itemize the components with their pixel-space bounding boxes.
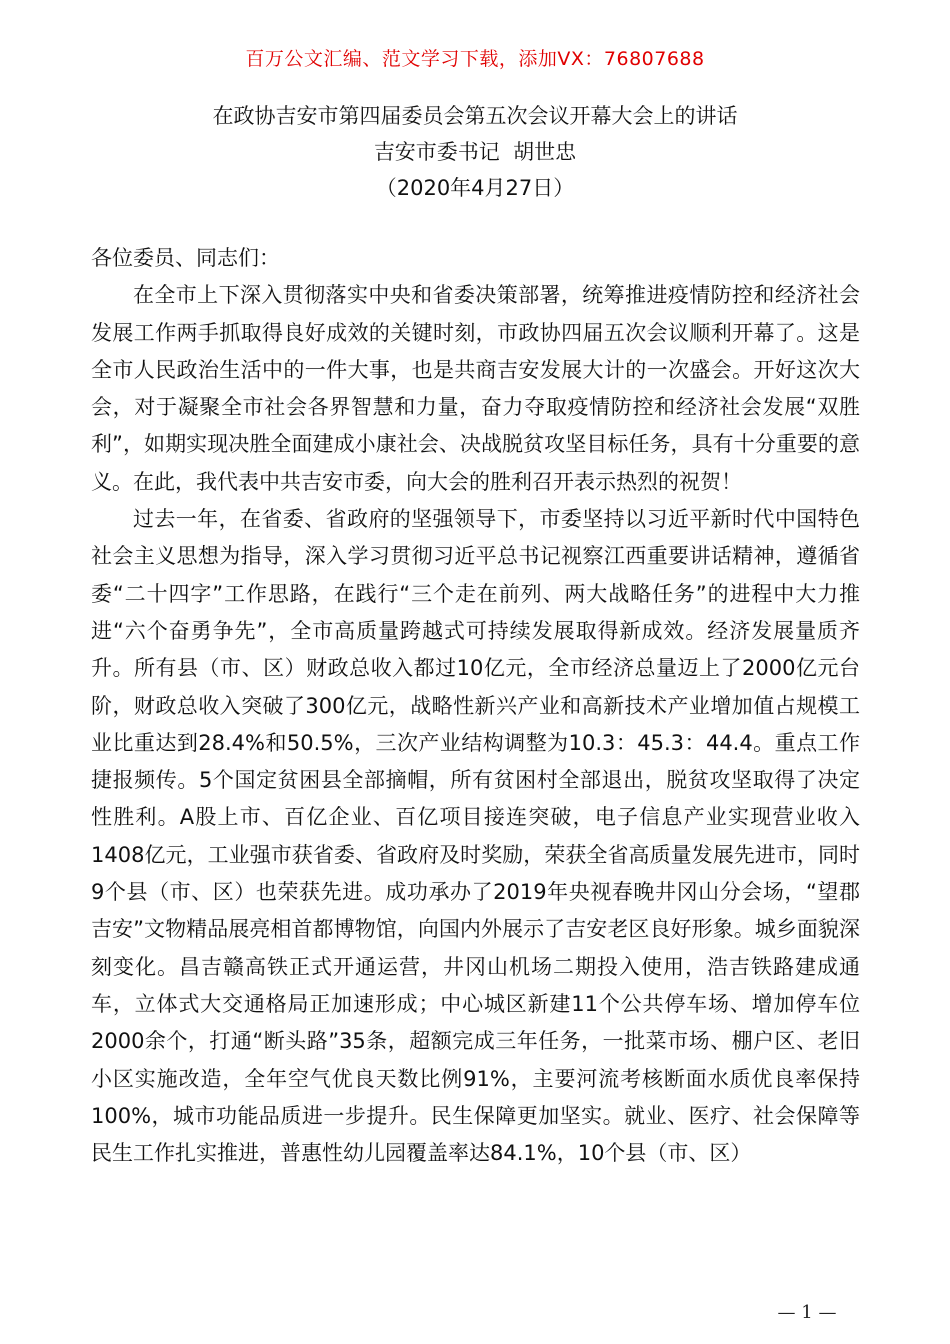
speech-title: 在政协吉安市第四届委员会第五次会议开幕大会上的讲话: [212, 104, 738, 128]
speech-body: [91, 240, 860, 1172]
promo-banner: 百万公文汇编、范文学习下载，添加VX：76807688: [245, 48, 705, 70]
speech-date: （2020年4月27日）: [375, 176, 575, 200]
paragraph-1: 在全市上下深入贯彻落实中央和省委决策部署，统筹推进疫情防控和经济社会发展工作两手抓取得良好成效的关键时刻，市政协四届五次会议顺利开幕了。这是全市人民政治生活中的一件大事，也是共商吉安发展大计的一次盛会。开好这次大会，对于凝聚全市社会各界智慧和力量，奋力夺取疫情防控和经济社会发展“双胜利”，如期实现决胜全面建成小康社会、决战脱贫攻坚目标任务，具有十分重要的意义。在此，我代表中共吉安市委，向大会的胜利召开表示热烈的祝贺！: [91, 283, 860, 494]
paragraph-2: 过去一年，在省委、省政府的坚强领导下，市委坚持以习近平新时代中国特色社会主义思想为指导，深入学习贯彻习近平总书记视察江西重要讲话精神，遵循省委“二十四字”工作思路，在践行“三个走在前列、两大战略任务”的进程中大力推进“六个奋勇争先”，全市高质量跨越式可持续发展取得新成效。经济发展量质齐升。所有县（市、区）财政总收入都过10亿元，全市经济总量迈上了2000亿元台阶，财政总收入突破了300亿元，战略性新兴产业和高新技术产业增加值占规模工业比重达到28.4%和50.5%，三次产业结构调整为10.3：45.3：44.4。重点工作捷报频传。5个国定贫困县全部摘帽，所有贫困村全部退出，脱贫攻坚取得了决定性胜利。A股上市、百亿企业、百亿项目接连突破，电子信息产业实现营业收入1408亿元，工业强市获省委、省政府及时奖励，荣获全省高质量发展先进市，同时9个县（市、区）也荣获先进。成功承办了2019年央视春晚井冈山分会场，“望郡吉安”文物精品展亮相首都博物馆，向国内外展示了吉安老区良好形象。城乡面貌深刻变化。昌吉赣高铁正式开通运营，井冈山机场二期投入使用，浩吉铁路建成通车，立体式大交通格局正加速形成；中心城区新建11个公共停车场、增加停车位2000余个，打通“断头路”35条，超额完成三年任务，一批菜市场、棚户区、老旧小区实施改造，全年空气优良天数比例91%，主要河流考核断面水质优良率保持100%，城市功能品质进一步提升。民生保障更加坚实。就业、医疗、社会保障等民生工作扎实推进，普惠性幼儿园覆盖率达84.1%，10个县（市、区）: [91, 507, 860, 1166]
page-number: — 1 —: [777, 1302, 837, 1323]
salutation: 各位委员、同志们：: [91, 246, 280, 270]
speech-author: 吉安市委书记 胡世忠: [373, 140, 577, 164]
title-block: [0, 98, 950, 206]
